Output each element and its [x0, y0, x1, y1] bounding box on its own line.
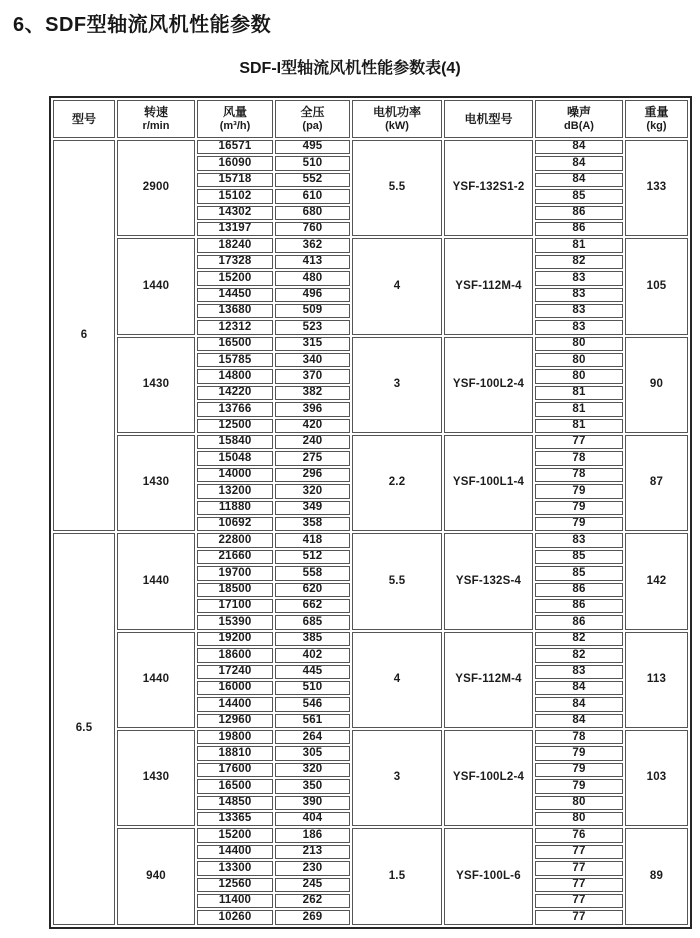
cell-weight: 142	[625, 533, 688, 629]
cell-pressure: 230	[275, 861, 350, 875]
cell-airflow: 18240	[197, 238, 273, 252]
cell-airflow: 15390	[197, 615, 273, 629]
cell-pressure: 240	[275, 435, 350, 449]
cell-noise: 79	[535, 517, 623, 531]
cell-airflow: 14800	[197, 369, 273, 383]
cell-pressure: 269	[275, 910, 350, 924]
col-header-label: 噪声	[566, 105, 591, 120]
col-header-unit: (kW)	[385, 119, 409, 132]
cell-airflow: 14450	[197, 288, 273, 302]
cell-airflow: 12960	[197, 714, 273, 728]
col-header-unit: (kg)	[646, 119, 667, 132]
page-title: 6、SDF型轴流风机性能参数	[13, 14, 272, 36]
cell-noise: 79	[535, 746, 623, 760]
cell-motor: YSF-100L2-4	[444, 730, 533, 826]
cell-noise: 84	[535, 714, 623, 728]
col-header-label: 全压	[300, 105, 325, 120]
cell-motor: YSF-100L2-4	[444, 337, 533, 433]
cell-airflow: 13766	[197, 402, 273, 416]
cell-model: 6.5	[53, 533, 115, 924]
table-title: SDF-I型轴流风机性能参数表(4)	[239, 60, 461, 77]
cell-airflow: 10692	[197, 517, 273, 531]
cell-pressure: 512	[275, 550, 350, 564]
cell-pressure: 445	[275, 665, 350, 679]
cell-noise: 84	[535, 140, 623, 154]
cell-noise: 83	[535, 271, 623, 285]
cell-airflow: 12500	[197, 419, 273, 433]
cell-noise: 79	[535, 779, 623, 793]
cell-speed: 1430	[117, 337, 195, 433]
cell-pressure: 495	[275, 140, 350, 154]
cell-noise: 81	[535, 419, 623, 433]
cell-noise: 83	[535, 288, 623, 302]
cell-airflow: 14220	[197, 386, 273, 400]
cell-power: 3	[352, 337, 442, 433]
cell-noise: 85	[535, 566, 623, 580]
cell-noise: 77	[535, 894, 623, 908]
cell-pressure: 245	[275, 878, 350, 892]
cell-noise: 81	[535, 402, 623, 416]
cell-airflow: 17328	[197, 255, 273, 269]
cell-airflow: 11400	[197, 894, 273, 908]
cell-noise: 81	[535, 238, 623, 252]
cell-pressure: 370	[275, 369, 350, 383]
col-header-label: 型号	[71, 111, 96, 126]
cell-model: 6	[53, 140, 115, 531]
cell-noise: 84	[535, 697, 623, 711]
cell-motor: YSF-132S-4	[444, 533, 533, 629]
cell-noise: 86	[535, 206, 623, 220]
col-header-power	[352, 100, 442, 138]
cell-airflow: 16500	[197, 337, 273, 351]
cell-pressure: 385	[275, 632, 350, 646]
cell-motor: YSF-100L1-4	[444, 435, 533, 531]
cell-noise: 86	[535, 599, 623, 613]
cell-airflow: 18600	[197, 648, 273, 662]
table-row	[53, 238, 688, 252]
cell-pressure: 418	[275, 533, 350, 547]
cell-noise: 79	[535, 501, 623, 515]
cell-pressure: 349	[275, 501, 350, 515]
cell-noise: 76	[535, 828, 623, 842]
cell-airflow: 13197	[197, 222, 273, 236]
cell-airflow: 15200	[197, 828, 273, 842]
cell-airflow: 22800	[197, 533, 273, 547]
cell-noise: 77	[535, 861, 623, 875]
col-header-speed	[117, 100, 195, 138]
cell-airflow: 10260	[197, 910, 273, 924]
col-header-airflow	[197, 100, 273, 138]
cell-speed: 1440	[117, 632, 195, 728]
cell-noise: 84	[535, 173, 623, 187]
cell-airflow: 16571	[197, 140, 273, 154]
cell-noise: 77	[535, 845, 623, 859]
table-row	[53, 337, 688, 351]
cell-airflow: 13680	[197, 304, 273, 318]
cell-noise: 81	[535, 386, 623, 400]
cell-airflow: 14400	[197, 697, 273, 711]
cell-airflow: 16000	[197, 681, 273, 695]
cell-noise: 83	[535, 320, 623, 334]
cell-pressure: 382	[275, 386, 350, 400]
table-row	[53, 435, 688, 449]
cell-speed: 1440	[117, 533, 195, 629]
cell-speed: 2900	[117, 140, 195, 236]
cell-airflow: 17240	[197, 665, 273, 679]
cell-pressure: 523	[275, 320, 350, 334]
cell-motor: YSF-132S1-2	[444, 140, 533, 236]
cell-pressure: 413	[275, 255, 350, 269]
cell-weight: 89	[625, 828, 688, 924]
cell-noise: 80	[535, 796, 623, 810]
cell-pressure: 262	[275, 894, 350, 908]
cell-noise: 84	[535, 681, 623, 695]
table-row	[53, 140, 688, 154]
cell-noise: 79	[535, 484, 623, 498]
cell-speed: 1430	[117, 435, 195, 531]
cell-noise: 79	[535, 763, 623, 777]
cell-noise: 80	[535, 353, 623, 367]
cell-airflow: 15200	[197, 271, 273, 285]
cell-airflow: 12312	[197, 320, 273, 334]
col-header-unit: (m³/h)	[219, 119, 251, 132]
col-header-model	[53, 100, 115, 138]
cell-airflow: 18810	[197, 746, 273, 760]
cell-weight: 105	[625, 238, 688, 334]
cell-weight: 133	[625, 140, 688, 236]
cell-noise: 84	[535, 156, 623, 170]
cell-airflow: 11880	[197, 501, 273, 515]
cell-airflow: 15048	[197, 451, 273, 465]
cell-noise: 85	[535, 189, 623, 203]
cell-airflow: 16500	[197, 779, 273, 793]
cell-pressure: 362	[275, 238, 350, 252]
cell-pressure: 402	[275, 648, 350, 662]
cell-speed: 1440	[117, 238, 195, 334]
cell-airflow: 15785	[197, 353, 273, 367]
cell-pressure: 213	[275, 845, 350, 859]
cell-power: 4	[352, 632, 442, 728]
cell-noise: 80	[535, 337, 623, 351]
cell-noise: 78	[535, 451, 623, 465]
fan-table-body	[53, 140, 688, 925]
cell-weight: 113	[625, 632, 688, 728]
cell-pressure: 305	[275, 746, 350, 760]
header-row	[53, 100, 688, 138]
cell-airflow: 12560	[197, 878, 273, 892]
col-header-unit: r/min	[142, 119, 170, 132]
cell-pressure: 685	[275, 615, 350, 629]
cell-power: 5.5	[352, 533, 442, 629]
cell-pressure: 404	[275, 812, 350, 826]
cell-airflow: 16090	[197, 156, 273, 170]
cell-weight: 90	[625, 337, 688, 433]
cell-pressure: 296	[275, 468, 350, 482]
table-row	[53, 632, 688, 646]
cell-motor: YSF-112M-4	[444, 632, 533, 728]
cell-power: 1.5	[352, 828, 442, 924]
cell-pressure: 509	[275, 304, 350, 318]
cell-pressure: 275	[275, 451, 350, 465]
cell-noise: 78	[535, 730, 623, 744]
col-header-label: 重量	[644, 105, 669, 120]
cell-noise: 78	[535, 468, 623, 482]
col-header-motor	[444, 100, 533, 138]
cell-airflow: 14400	[197, 845, 273, 859]
cell-airflow: 17600	[197, 763, 273, 777]
cell-airflow: 14850	[197, 796, 273, 810]
cell-airflow: 13200	[197, 484, 273, 498]
cell-pressure: 396	[275, 402, 350, 416]
cell-pressure: 390	[275, 796, 350, 810]
cell-pressure: 320	[275, 484, 350, 498]
cell-noise: 77	[535, 878, 623, 892]
cell-motor: YSF-100L-6	[444, 828, 533, 924]
cell-airflow: 15102	[197, 189, 273, 203]
cell-pressure: 186	[275, 828, 350, 842]
cell-pressure: 496	[275, 288, 350, 302]
cell-airflow: 19200	[197, 632, 273, 646]
cell-pressure: 546	[275, 697, 350, 711]
cell-pressure: 358	[275, 517, 350, 531]
cell-weight: 103	[625, 730, 688, 826]
cell-motor: YSF-112M-4	[444, 238, 533, 334]
cell-airflow: 15840	[197, 435, 273, 449]
cell-airflow: 13300	[197, 861, 273, 875]
cell-pressure: 340	[275, 353, 350, 367]
cell-airflow: 18500	[197, 583, 273, 597]
cell-noise: 82	[535, 632, 623, 646]
cell-power: 2.2	[352, 435, 442, 531]
col-header-unit: dB(A)	[564, 119, 594, 132]
cell-noise: 83	[535, 665, 623, 679]
cell-noise: 83	[535, 533, 623, 547]
cell-airflow: 19700	[197, 566, 273, 580]
cell-noise: 86	[535, 222, 623, 236]
cell-airflow: 14302	[197, 206, 273, 220]
cell-noise: 83	[535, 304, 623, 318]
cell-noise: 86	[535, 583, 623, 597]
cell-noise: 85	[535, 550, 623, 564]
col-header-noise	[535, 100, 623, 138]
cell-pressure: 610	[275, 189, 350, 203]
cell-airflow: 21660	[197, 550, 273, 564]
cell-pressure: 760	[275, 222, 350, 236]
cell-pressure: 620	[275, 583, 350, 597]
cell-noise: 77	[535, 435, 623, 449]
col-header-label: 风量	[222, 105, 247, 120]
cell-pressure: 264	[275, 730, 350, 744]
cell-pressure: 350	[275, 779, 350, 793]
cell-airflow: 17100	[197, 599, 273, 613]
cell-airflow: 14000	[197, 468, 273, 482]
cell-pressure: 561	[275, 714, 350, 728]
cell-pressure: 662	[275, 599, 350, 613]
col-header-weight	[625, 100, 688, 138]
col-header-unit: (pa)	[302, 119, 323, 132]
cell-power: 5.5	[352, 140, 442, 236]
cell-pressure: 480	[275, 271, 350, 285]
cell-power: 4	[352, 238, 442, 334]
col-header-label: 转速	[143, 105, 168, 120]
cell-noise: 86	[535, 615, 623, 629]
cell-noise: 80	[535, 812, 623, 826]
col-header-pressure	[275, 100, 350, 138]
cell-pressure: 420	[275, 419, 350, 433]
cell-noise: 80	[535, 369, 623, 383]
cell-pressure: 558	[275, 566, 350, 580]
cell-pressure: 552	[275, 173, 350, 187]
cell-pressure: 315	[275, 337, 350, 351]
cell-noise: 77	[535, 910, 623, 924]
cell-noise: 82	[535, 255, 623, 269]
col-header-label: 电机功率	[372, 105, 421, 120]
col-header-label: 电机型号	[464, 111, 513, 126]
table-row	[53, 533, 688, 547]
cell-power: 3	[352, 730, 442, 826]
cell-weight: 87	[625, 435, 688, 531]
table-row	[53, 730, 688, 744]
cell-airflow: 15718	[197, 173, 273, 187]
cell-pressure: 510	[275, 156, 350, 170]
cell-speed: 1430	[117, 730, 195, 826]
cell-pressure: 510	[275, 681, 350, 695]
cell-airflow: 13365	[197, 812, 273, 826]
fan-performance-table	[49, 96, 692, 929]
cell-speed: 940	[117, 828, 195, 924]
table-row	[53, 828, 688, 842]
cell-airflow: 19800	[197, 730, 273, 744]
cell-noise: 82	[535, 648, 623, 662]
cell-pressure: 680	[275, 206, 350, 220]
cell-pressure: 320	[275, 763, 350, 777]
